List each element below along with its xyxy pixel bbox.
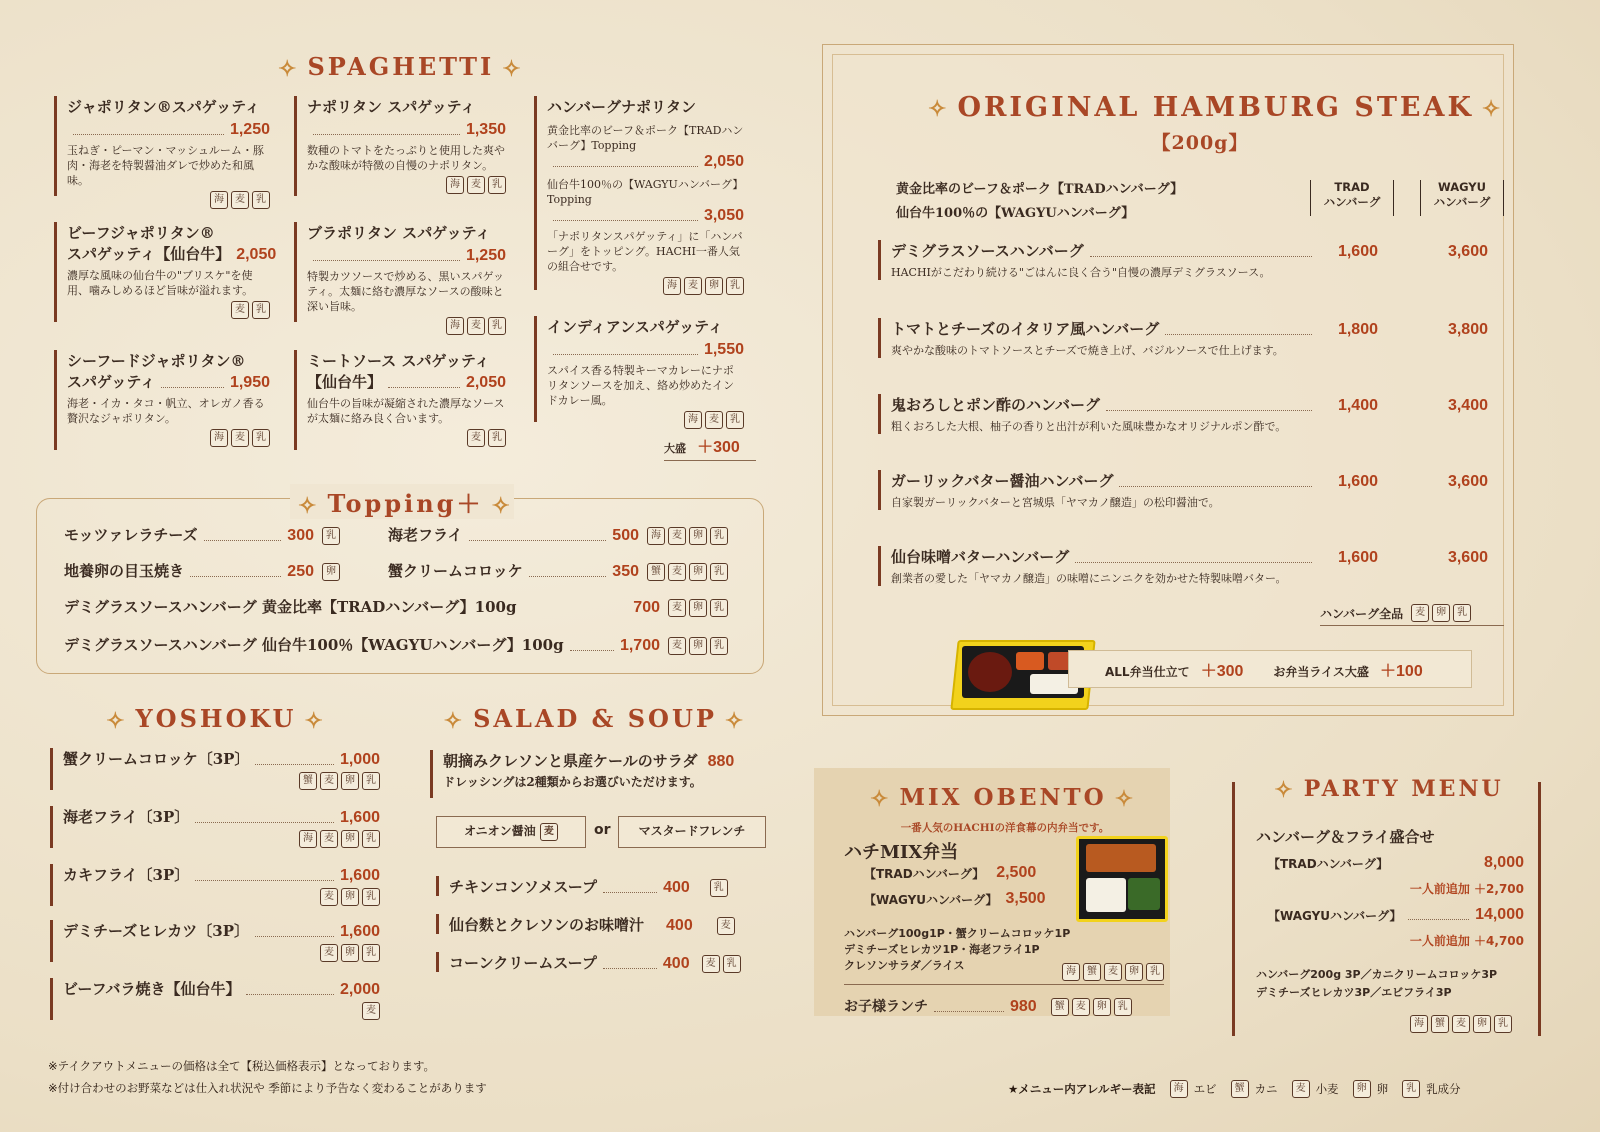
milk-icon: 乳 [1494,1015,1512,1033]
shrimp-icon: 海 [1170,1080,1188,1098]
item-name: ナポリタン スパゲッティ [307,98,476,116]
mix-wagyu-row [864,890,1046,908]
wheat-icon: 麦 [717,917,735,935]
milk-icon: 乳 [1114,998,1132,1016]
egg-icon: 卵 [1353,1080,1371,1098]
column-header-trad [1310,180,1394,216]
item-desc: 海老・イカ・タコ・帆立、オレガノ香る贅沢なジャポリタン。 [67,397,265,425]
mix-desc-line: クレソンサラダ／ライス [844,959,965,972]
trad-price: 1,600 [1337,243,1378,260]
ornament-icon: ✧ [1274,777,1296,803]
mix-allergen-icons [1062,963,1164,981]
wheat-icon: 麦 [1292,1080,1310,1098]
wheat-icon: 麦 [702,955,720,973]
ornament-icon: ✧ [724,707,747,734]
item-name-2: スパゲッティ【仙台牛】 [67,245,231,263]
party-heading: ✧ PARTY MENU [1274,776,1504,803]
crab-icon: 蟹 [1051,998,1069,1016]
allergen-icons [63,888,380,906]
topping-name: 地養卵の目玉焼き [64,562,185,580]
wheat-icon: 麦 [540,823,558,841]
menu-item [534,316,744,425]
yoshoku-item [50,978,380,1020]
oomori-price: ＋300 [697,439,740,456]
menu-item [54,96,270,205]
item-desc: 粗くおろした大根、柚子の香りと出汁が利いた風味豊かなオリジナルポン酢で。 [891,420,1287,433]
mix-bento-salad [1128,878,1160,910]
milk-icon: 乳 [1453,604,1471,622]
wagyu-price: 3,800 [1447,321,1488,338]
wheat-icon: 麦 [320,888,338,906]
item-price: 1,000 [339,751,380,768]
item-name: ブラポリタン スパゲッティ [307,224,491,242]
allergen-icons [67,301,270,319]
allergen-icons [307,317,506,335]
hamburg-item [878,394,1488,434]
hamburg-item [878,318,1488,358]
mix-tagline: 一番人気のHACHIの洋食幕の内弁当です。 [900,822,1110,834]
topping-item [388,560,728,581]
allergen-icons [547,277,744,295]
wheat-icon: 麦 [1452,1015,1470,1033]
topping-price: 700 [633,599,660,616]
salad-item [430,750,766,798]
dressing-label: オニオン醤油 [464,824,536,838]
allergen-icons [307,176,506,194]
bento-side [1016,652,1044,670]
menu-item [294,222,506,331]
mix-name: ハチMIX弁当 [844,842,959,863]
item-price: 2,000 [339,981,380,998]
allergen-icons [63,830,380,848]
item-desc: 仙台牛の旨味が凝縮された濃厚なソースが太麺に絡み良く合います。 [307,397,505,425]
milk-icon: 乳 [488,176,506,194]
ornament-icon: ✧ [1114,786,1137,812]
party-wagyu-label: 【WAGYUハンバーグ】 [1268,909,1402,923]
column-label: ハンバーグ [1323,195,1381,209]
party-desc [1256,966,1497,1002]
topping-item [64,596,728,617]
egg-icon: 卵 [341,888,359,906]
topping-item [64,560,340,581]
milk-icon: 乳 [252,429,270,447]
milk-icon: 乳 [362,772,380,790]
legend-label: 小麦 [1315,1082,1339,1096]
wagyu-price: 3,600 [1447,243,1488,260]
menu-item [534,96,744,290]
egg-icon: 卵 [322,563,340,581]
item-price: 1,600 [339,923,380,940]
legend-label: エビ [1193,1082,1217,1096]
party-desc-line: ハンバーグ200g 3P／カニクリームコロッケ3P [1256,968,1498,981]
item-desc: 濃厚な風味の仙台牛の"ブリスケ"を使用、噛みしめるほど旨味が溢れます。 [67,269,254,297]
mix-desc-line: ハンバーグ100g1P・蟹クリームコロッケ1P [844,927,1071,940]
salad-price: 880 [707,753,735,770]
salad-name: 朝摘みクレソンと県産ケールのサラダ [443,752,698,770]
egg-icon: 卵 [1473,1015,1491,1033]
topping-wagyu: 仙台牛100％の【WAGYUハンバーグ】Topping [547,178,744,206]
footer-note: ※テイクアウトメニューの価格は全て【税込価格表示】となっております。 [48,1059,436,1073]
party-wagyu-add: 一人前追加 ＋4,700 [1409,934,1524,948]
wheat-icon: 麦 [668,527,686,545]
or-label: or [594,822,611,838]
milk-icon: 乳 [710,637,728,655]
milk-icon: 乳 [488,317,506,335]
legend-title: ★メニュー内アレルギー表記 [1008,1082,1156,1096]
item-name: インディアンスパゲッティ [547,318,723,336]
item-name-2: 【仙台牛】 [307,373,383,391]
menu-item [294,96,506,196]
shrimp-icon: 海 [684,411,702,429]
milk-icon: 乳 [723,955,741,973]
milk-icon: 乳 [362,888,380,906]
wheat-icon: 麦 [467,429,485,447]
shrimp-icon: 海 [210,191,228,209]
mix-desc [844,926,1070,974]
soup-price: 400 [666,917,693,934]
item-name: デミチーズヒレカツ〔3P〕 [63,922,249,940]
milk-icon: 乳 [252,191,270,209]
topping-item [64,634,728,655]
ornament-icon: ✧ [1481,95,1504,122]
milk-icon: 乳 [488,429,506,447]
shrimp-icon: 海 [647,527,665,545]
bento-price: ＋300 [1200,662,1244,680]
milk-icon: 乳 [362,944,380,962]
wheat-icon: 麦 [231,191,249,209]
hamburg-all-row [1320,604,1504,626]
topping-item [388,524,728,545]
dressing-onion [436,816,586,848]
crab-icon: 蟹 [647,563,665,581]
item-price: 2,050 [465,374,506,391]
party-allergen-icons [1410,1015,1512,1033]
soup-name: チキンコンソメスープ [449,878,598,896]
egg-icon: 卵 [689,637,707,655]
item-price: 2,050 [703,153,744,170]
mix-desc-line: デミチーズヒレカツ1P・海老フライ1P [844,943,1040,956]
egg-icon: 卵 [689,599,707,617]
shrimp-icon: 海 [1410,1015,1428,1033]
shrimp-icon: 海 [1062,963,1080,981]
rice-price: ＋100 [1380,662,1423,680]
topping-price: 250 [287,563,314,580]
allergen-icons [67,429,270,447]
item-desc: 創業者の愛した「ヤマカノ醸造」の味噌にニンニクを効かせた特製味噌バター。 [891,572,1287,585]
dressing-mustard [618,816,766,848]
item-desc: 特製カツソースで炒める、黒いスパゲッティ。太麺に絡む濃厚なソースの酸味と深い旨味。 [307,270,505,313]
column-label: TRAD [1334,180,1370,194]
kids-price: 980 [1010,998,1037,1015]
item-desc: スパイス香る特製キーマカレーにナポリタンソースを加え、絡め炒めたインドカレー風。 [547,364,735,407]
ornament-icon: ✧ [304,707,326,734]
topping-name: 蟹クリームコロッケ [388,562,523,580]
item-price: 1,600 [339,867,380,884]
mix-heading: ✧ MIX OBENTO ✧ [870,784,1137,812]
item-name: ハンバーグナポリタン [547,98,696,116]
allergen-icons [307,429,506,447]
item-desc: 「ナポリタンスパゲッティ」に「ハンバーグ」をトッピング。HACHI一番人気の組合せです。 [547,230,743,273]
topping-name: 海老フライ [388,526,463,544]
ornament-icon: ✧ [106,707,128,734]
item-desc: 爽やかな酸味のトマトソースとチーズで焼き上げ、バジルソースで仕上げます。 [891,344,1284,357]
shrimp-icon: 海 [663,277,681,295]
item-price: 1,350 [465,121,506,138]
item-name: 鬼おろしとポン酢のハンバーグ [891,396,1100,414]
party-wagyu-row [1268,906,1524,924]
wheat-icon: 麦 [231,301,249,319]
column-label: ハンバーグ [1433,195,1491,209]
shrimp-icon: 海 [446,176,464,194]
crab-icon: 蟹 [1431,1015,1449,1033]
topping-price: 350 [612,563,639,580]
topping-heading: ✧ Topping＋ ✧ [290,484,514,519]
egg-icon: 卵 [1432,604,1450,622]
ornament-icon: ✧ [491,492,513,519]
soup-item [436,914,760,934]
egg-icon: 卵 [341,772,359,790]
trad-price: 1,600 [1337,473,1378,490]
item-name: デミグラスソースハンバーグ [891,242,1084,260]
egg-icon: 卵 [341,830,359,848]
egg-icon: 卵 [341,944,359,962]
item-name: ミートソース スパゲッティ [307,352,490,370]
legend-label: 乳成分 [1426,1082,1461,1096]
ornament-icon: ✧ [278,55,300,82]
hamburg-heading: ✧ ORIGINAL HAMBURG STEAK ✧ [928,92,1504,123]
item-name: シーフードジャポリタン® [67,352,246,370]
wheat-icon: 麦 [668,563,686,581]
spaghetti-heading: ✧ SPAGHETTI ✧ [278,52,524,82]
trad-price: 1,600 [1337,549,1378,566]
allergen-icons [63,772,380,790]
shrimp-icon: 海 [210,429,228,447]
party-trad-label: 【TRADハンバーグ】 [1268,857,1389,871]
rice-label: お弁当ライス大盛 [1273,664,1369,679]
trad-price: 1,800 [1337,321,1378,338]
hamburg-item [878,546,1488,586]
wheat-icon: 麦 [467,317,485,335]
shrimp-icon: 海 [299,830,317,848]
item-price: 1,250 [465,247,506,264]
legend-label: カニ [1254,1082,1278,1096]
legend-label: 卵 [1376,1082,1389,1096]
menu-item [54,350,270,450]
topping-name: デミグラスソースハンバーグ 黄金比率【TRADハンバーグ】100g [64,598,517,616]
crab-icon: 蟹 [1083,963,1101,981]
hamburg-intro-trad: 黄金比率のビーフ＆ポーク【TRADハンバーグ】 [896,182,1184,197]
hamburg-intro-wagyu: 仙台牛100％の【WAGYUハンバーグ】 [896,206,1135,221]
bento-hamburg [968,652,1012,692]
item-name: ガーリックバター醤油ハンバーグ [891,472,1114,490]
hamburg-item [878,470,1488,510]
oomori-row [664,434,756,461]
topping-trad: 黄金比率のビーフ＆ポーク【TRADハンバーグ】Topping [547,124,744,152]
milk-icon: 乳 [726,277,744,295]
milk-icon: 乳 [710,879,728,897]
salad-heading: ✧ SALAD & SOUP ✧ [443,704,747,734]
wheat-icon: 麦 [320,944,338,962]
wheat-icon: 麦 [467,176,485,194]
party-right-rule [1538,782,1541,1036]
wheat-icon: 麦 [231,429,249,447]
item-price: 1,600 [339,809,380,826]
milk-icon: 乳 [710,599,728,617]
item-price: 1,550 [703,341,744,358]
item-price: 3,050 [703,207,744,224]
dressing-note: ドレッシングは2種類からお選びいただけます。 [443,775,702,789]
item-name: カキフライ〔3P〕 [63,866,190,884]
trad-price: 1,400 [1337,397,1378,414]
milk-icon: 乳 [362,830,380,848]
kids-name: お子様ランチ [844,999,928,1015]
item-desc: 玉ねぎ・ピーマン・マッシュルーム・豚肉・海老を特製醤油ダレで炒めた和風味。 [67,144,264,187]
item-name: トマトとチーズのイタリア風ハンバーグ [891,320,1160,338]
egg-icon: 卵 [1093,998,1111,1016]
ornament-icon: ✧ [928,95,950,122]
milk-icon: 乳 [1402,1080,1420,1098]
yoshoku-heading: ✧ YOSHOKU ✧ [106,704,326,734]
egg-icon: 卵 [689,563,707,581]
menu-item [294,350,506,450]
footer-note: ※付け合わせのお野菜などは仕入れ状況や 季節により予告なく変わることがあります [48,1081,487,1095]
topping-price: 1,700 [619,637,660,654]
egg-icon: 卵 [1125,963,1143,981]
party-wagyu-price: 14,000 [1475,906,1524,923]
bento-label: ALL弁当仕立て [1105,664,1190,679]
item-name: 海老フライ〔3P〕 [63,808,190,826]
topping-price: 300 [287,527,314,544]
wheat-icon: 麦 [320,830,338,848]
wheat-icon: 麦 [1411,604,1429,622]
item-name-2: スパゲッティ [67,373,156,391]
party-desc-line: デミチーズヒレカツ3P／エビフライ3P [1256,986,1452,999]
item-name: ジャポリタン®スパゲッティ [67,98,260,116]
ornament-icon: ✧ [870,786,892,812]
shrimp-icon: 海 [446,317,464,335]
mix-wagyu-price: 3,500 [1005,890,1046,907]
item-price: 1,250 [229,121,270,138]
soup-name: コーンクリームスープ [449,954,597,972]
topping-item [64,524,340,545]
column-label: WAGYU [1438,180,1486,194]
topping-name: モッツァレラチーズ [64,526,198,544]
menu-item [54,222,277,322]
mix-trad-label: 【TRADハンバーグ】 [864,867,985,881]
party-trad-price: 8,000 [1483,854,1524,871]
wagyu-price: 3,400 [1447,397,1488,414]
party-name: ハンバーグ＆フライ盛合せ [1256,828,1435,846]
milk-icon: 乳 [726,411,744,429]
allergen-icons [67,191,270,209]
dressing-label: マスタードフレンチ [638,824,746,838]
milk-icon: 乳 [710,563,728,581]
oomori-label: 大盛 [664,442,686,455]
crab-icon: 蟹 [1231,1080,1249,1098]
ornament-icon: ✧ [443,707,466,734]
soup-item [436,952,760,972]
yoshoku-item [50,748,380,790]
wheat-icon: 麦 [320,772,338,790]
milk-icon: 乳 [1146,963,1164,981]
mix-bento-rice [1086,878,1126,912]
wheat-icon: 麦 [668,637,686,655]
wheat-icon: 麦 [1072,998,1090,1016]
mix-wagyu-label: 【WAGYUハンバーグ】 [864,893,998,907]
party-trad-add: 一人前追加 ＋2,700 [1409,882,1524,896]
milk-icon: 乳 [252,301,270,319]
all-label: ハンバーグ全品 [1320,606,1404,621]
item-name: 蟹クリームコロッケ〔3P〕 [63,750,250,768]
allergen-icons [63,944,380,962]
egg-icon: 卵 [689,527,707,545]
yoshoku-item [50,864,380,906]
wagyu-price: 3,600 [1447,549,1488,566]
milk-icon: 乳 [710,527,728,545]
hamburg-item [878,240,1488,280]
item-price: 1,950 [229,374,270,391]
item-name: ビーフジャポリタン® [67,224,215,242]
mix-bento-fry [1086,844,1156,872]
mix-divider [844,984,1164,985]
mix-trad-price: 2,500 [996,864,1037,881]
topping-price: 500 [612,527,639,544]
item-name: ビーフバラ焼き【仙台牛】 [63,980,241,998]
wheat-icon: 麦 [684,277,702,295]
yoshoku-item [50,806,380,848]
soup-price: 400 [663,879,690,896]
wagyu-price: 3,600 [1447,473,1488,490]
ornament-icon: ✧ [298,492,320,519]
yoshoku-item [50,920,380,962]
crab-icon: 蟹 [299,772,317,790]
wheat-icon: 麦 [705,411,723,429]
allergen-icons [547,411,744,429]
item-desc: HACHIがこだわり続ける"ごはんに良く合う"自慢の濃厚デミグラスソース。 [891,266,1271,279]
item-desc: 自家製ガーリックバターと宮城県「ヤマカノ醸造」の松印醤油で。 [891,496,1220,509]
wheat-icon: 麦 [362,1002,380,1020]
topping-name: デミグラスソースハンバーグ 仙台牛100％【WAGYUハンバーグ】100g [64,636,564,654]
milk-icon: 乳 [322,527,340,545]
bento-option-row [1068,650,1472,688]
wheat-icon: 麦 [1104,963,1122,981]
soup-item [436,876,760,896]
item-name: 仙台味噌バターハンバーグ [891,548,1070,566]
egg-icon: 卵 [705,277,723,295]
allergen-icons [63,1002,380,1020]
allergen-legend [1008,1080,1461,1098]
item-price: 2,050 [236,246,277,263]
ornament-icon: ✧ [502,55,524,82]
item-desc: 数種のトマトをたっぷりと使用した爽やかな酸味が特徴の自慢のナポリタン。 [307,144,505,172]
soup-price: 400 [662,955,690,972]
column-header-wagyu [1420,180,1504,216]
wheat-icon: 麦 [668,599,686,617]
soup-name: 仙台麩とクレソンのお味噌汁 [449,916,645,934]
party-left-rule [1232,782,1235,1036]
kids-row [844,996,1164,1016]
hamburg-subtitle: 【200g】 [1151,132,1249,154]
mix-trad-row [864,864,1036,882]
party-trad-row [1268,854,1524,872]
